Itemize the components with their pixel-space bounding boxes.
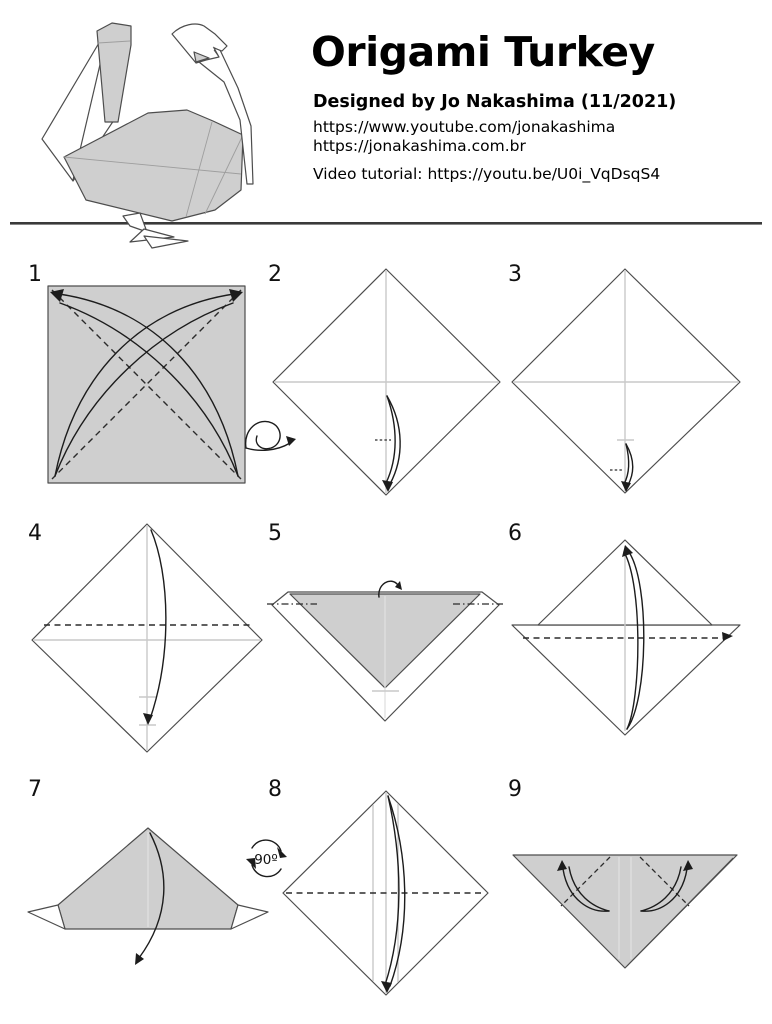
step-4-diagram [32,524,262,752]
step-4-number: 4 [28,521,42,546]
website-link[interactable]: https://jonakashima.com.br [313,136,526,155]
step-7-diagram [28,828,268,965]
step-8-diagram [283,791,488,995]
designer-line: Designed by Jo Nakashima (11/2021) [313,92,677,112]
turn-over-icon [246,421,296,450]
origami-turkey-illustration [42,23,253,248]
step-3-number: 3 [508,262,522,287]
step-7-number: 7 [28,777,42,802]
rotate-90-label: 90º [254,852,278,868]
video-tutorial-label: Video tutorial: [313,165,423,183]
video-tutorial-link[interactable]: https://youtu.be/U0i_VqDsqS4 [427,165,661,183]
step-2-number: 2 [268,262,282,287]
page-title: Origami Turkey [311,28,655,76]
step-5-diagram [267,581,503,721]
header-rule [10,222,762,225]
step-3-diagram [512,269,740,493]
step-6-number: 6 [508,521,522,546]
youtube-link[interactable]: https://www.youtube.com/jonakashima [313,118,616,136]
step-1-number: 1 [28,262,42,287]
step-1-diagram [48,286,245,483]
step-6-diagram [512,540,740,735]
step-2-diagram [273,269,500,495]
rotate-90-icon [246,840,287,877]
step-5-number: 5 [268,521,282,546]
step-9-number: 9 [508,777,522,802]
step-8-number: 8 [268,777,282,802]
step-9-diagram [513,855,737,968]
